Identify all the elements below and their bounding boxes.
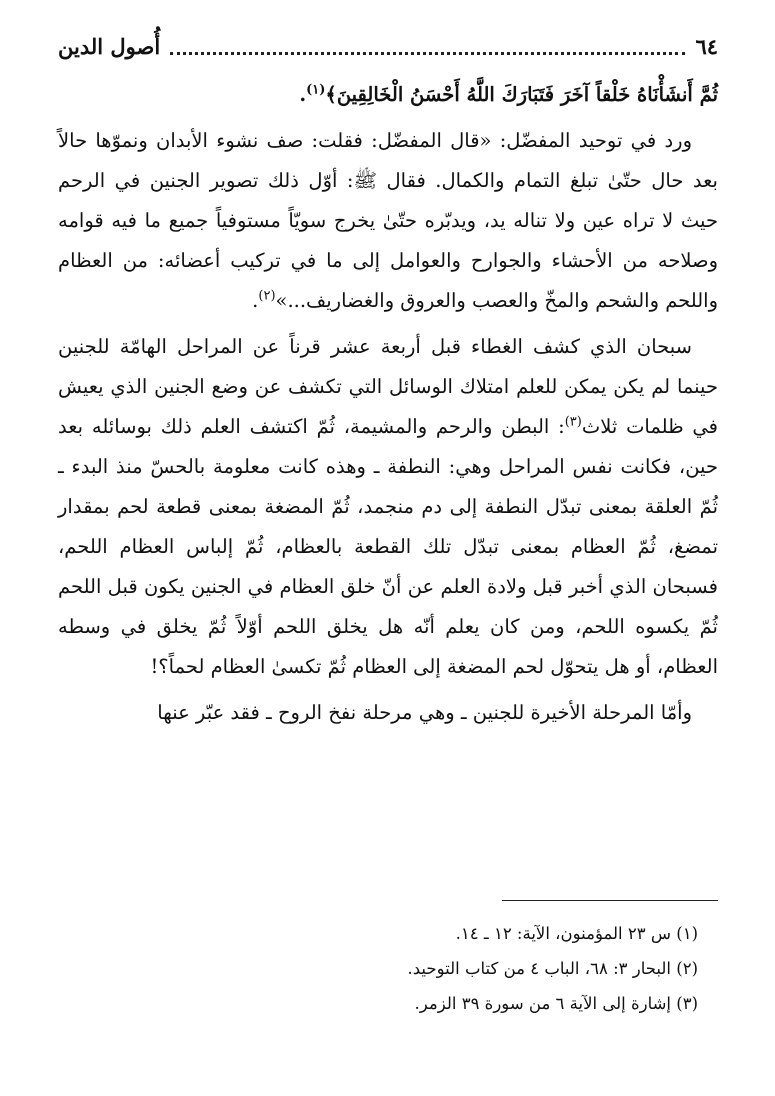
running-title: أُصول الدين <box>58 33 161 59</box>
running-header <box>58 28 718 65</box>
body-text <box>58 75 718 733</box>
paragraph-3-text: وأمّا المرحلة الأخيرة للجنين ـ وهي مرحلة نفخ الروح ـ فقد عبّر عنها <box>157 701 692 724</box>
footnotes <box>58 916 718 1021</box>
footnote-3: (٣) إشارة إلى الآية ٦ من سورة ٣٩ الزمر. <box>414 994 698 1013</box>
footnote-separator <box>502 900 718 901</box>
header-leader-dots <box>170 38 685 55</box>
paragraph-1-text: ورد في توحيد المفضّل: «قال المفضّل: فقلت: صف نشوء الأبدان ونموّها حالاً بعد حال حتّىٰ تبلغ التمام والكمال. فقال ﷺ: أوّل ذلك تصوير الجنين في الرحم حيث لا تراه عين ولا تناله يد، ويدبّره حتّىٰ يخرج سويّاً مستوفياً جميع ما فيه قوامه وصلاحه من الأحشاء والجوارح والعوامل إلى ما في تركيب أعضائه: من العظام واللحم والشحم والمخّ والعصب والعروق والغضاريف...» <box>58 129 718 312</box>
paragraph-2 <box>58 327 718 687</box>
footnote-1: (١) س ٢٣ المؤمنون، الآية: ١٢ ـ ١٤. <box>455 924 698 943</box>
paragraph-2-text-a: سبحان الذي كشف الغطاء قبل أربعة عشر قرناً عن المراحل الهامّة للجنين حينما لم يكن يمكن للعلم امتلاك الوسائل التي تكشف عن وضع الجنين الذي يعيش في ظلمات ثلاث <box>58 335 718 438</box>
book-page <box>58 28 718 1013</box>
page-number: ٦٤ <box>695 33 718 59</box>
paragraph-2-text-b: : البطن والرحم والمشيمة، ثُمّ اكتشف العلم ذلك بوسائله بعد حين، فكانت نفس المراحل وهي: النطفة ـ وهذه كانت معلومة بالحسّ منذ البدء ـ ثُمّ العلقة بمعنى تبدّل النطفة إلى دم منجمد، ثُمّ المضغة بمعنى قطعة لحم بمقدار تمضغ، ثُمّ العظام بمعنى تبدّل تلك القطعة بالعظام، ثُمّ إلباس العظام اللحم، فسبحان الذي أخبر قبل ولادة العلم عن أنّ خلق العظام في الجنين يكون قبل اللحم ثُمّ يكسوه اللحم، ومن كان يعلم أنّه هل يخلق اللحم أوّلاً ثُمّ يخلق في وسطه العظام، أو هل يتحوّل لحم المضغة إلى العظام ثُمّ تكسىٰ العظام لحماً؟! <box>58 415 718 678</box>
quran-verse: ثُمَّ أَنشَأْنَاهُ خَلْقاً آخَرَ فَتَبَارَكَ اللَّهُ أَحْسَنُ الْخَالِقِينَ﴾$^{(١)}$. <box>299 82 718 106</box>
footnote-ref-3: (٣) <box>564 414 582 430</box>
verse-text: ثُمَّ أَنشَأْنَاهُ خَلْقاً آخَرَ فَتَبَارَكَ اللَّهُ أَحْسَنُ الْخَالِقِينَ﴾ <box>325 83 718 106</box>
footnote-ref-1: (١) <box>306 82 326 98</box>
paragraph-1-tail: . <box>252 289 259 312</box>
paragraph-3 <box>58 693 718 733</box>
paragraph-1 <box>58 121 718 321</box>
footnote-ref-2: (٢) <box>258 288 276 304</box>
footnote-2: (٢) البحار ٣: ٦٨، الباب ٤ من كتاب التوحيد. <box>407 959 698 978</box>
